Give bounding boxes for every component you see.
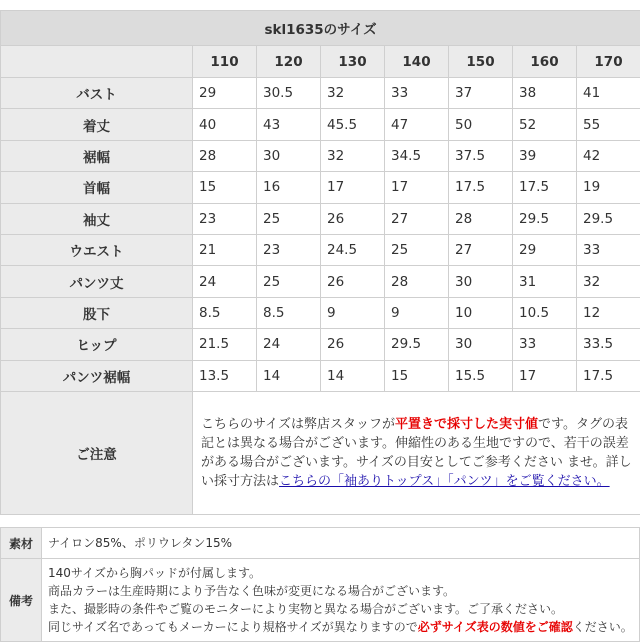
measurement-value: 10.5 bbox=[513, 297, 577, 328]
measurement-value: 37.5 bbox=[449, 140, 513, 171]
measurement-label: 袖丈 bbox=[1, 203, 193, 234]
measurement-value: 28 bbox=[385, 266, 449, 297]
measurement-value: 15 bbox=[385, 360, 449, 391]
size-col-header: 160 bbox=[513, 46, 577, 78]
remarks-text bbox=[42, 559, 640, 642]
measurement-value: 25 bbox=[257, 203, 321, 234]
measurement-value: 17 bbox=[321, 172, 385, 203]
size-row bbox=[1, 266, 640, 297]
measurement-value: 19 bbox=[577, 172, 640, 203]
size-row bbox=[1, 172, 640, 203]
measurement-value: 29 bbox=[193, 78, 257, 109]
size-header-row bbox=[1, 46, 640, 78]
notice-text bbox=[193, 391, 640, 514]
measurement-value: 30 bbox=[257, 140, 321, 171]
measurement-value: 9 bbox=[385, 297, 449, 328]
size-col-header: 130 bbox=[321, 46, 385, 78]
measurement-value: 21.5 bbox=[193, 329, 257, 360]
remarks-line: 140サイズから胸パッドが付属します。 bbox=[48, 564, 633, 582]
material-label: 素材 bbox=[1, 528, 42, 559]
measurement-value: 17 bbox=[513, 360, 577, 391]
measurement-value: 33.5 bbox=[577, 329, 640, 360]
measurement-value: 17.5 bbox=[449, 172, 513, 203]
measurement-value: 10 bbox=[449, 297, 513, 328]
measurement-label: パンツ丈 bbox=[1, 266, 193, 297]
size-row bbox=[1, 329, 640, 360]
measurement-value: 25 bbox=[385, 234, 449, 265]
remarks-row bbox=[1, 559, 640, 642]
size-table-title: skl1635のサイズ bbox=[1, 11, 640, 46]
measurement-value: 32 bbox=[321, 78, 385, 109]
measurement-value: 13.5 bbox=[193, 360, 257, 391]
measurement-value: 26 bbox=[321, 266, 385, 297]
measurement-value: 25 bbox=[257, 266, 321, 297]
material-row bbox=[1, 528, 640, 559]
measurement-value: 17.5 bbox=[513, 172, 577, 203]
size-col-header: 150 bbox=[449, 46, 513, 78]
measurement-value: 28 bbox=[449, 203, 513, 234]
measurement-value: 26 bbox=[321, 329, 385, 360]
measurement-label: 股下 bbox=[1, 297, 193, 328]
measurement-value: 29.5 bbox=[513, 203, 577, 234]
notice-label: ご注意 bbox=[1, 391, 193, 514]
measurement-value: 50 bbox=[449, 109, 513, 140]
measurement-value: 15.5 bbox=[449, 360, 513, 391]
measurement-value: 24.5 bbox=[321, 234, 385, 265]
size-row bbox=[1, 297, 640, 328]
measurement-value: 23 bbox=[257, 234, 321, 265]
size-row bbox=[1, 234, 640, 265]
measurement-value: 30 bbox=[449, 329, 513, 360]
size-col-header: 110 bbox=[193, 46, 257, 78]
size-row bbox=[1, 360, 640, 391]
size-row bbox=[1, 109, 640, 140]
measurement-value: 34.5 bbox=[385, 140, 449, 171]
measurement-value: 41 bbox=[577, 78, 640, 109]
notice-emphasis: 平置きで採寸した実寸値 bbox=[395, 417, 538, 432]
measurement-value: 32 bbox=[577, 266, 640, 297]
measurement-label: 裾幅 bbox=[1, 140, 193, 171]
remarks-line: 商品カラーは生産時期により予告なく色味が変更になる場合がございます。 bbox=[48, 582, 633, 600]
measurement-value: 30.5 bbox=[257, 78, 321, 109]
measurement-value: 38 bbox=[513, 78, 577, 109]
measurement-value: 8.5 bbox=[193, 297, 257, 328]
measurement-value: 39 bbox=[513, 140, 577, 171]
measurement-value: 17 bbox=[385, 172, 449, 203]
measurement-value: 15 bbox=[193, 172, 257, 203]
measurement-value: 28 bbox=[193, 140, 257, 171]
measurement-label: ウエスト bbox=[1, 234, 193, 265]
measurement-value: 52 bbox=[513, 109, 577, 140]
remarks-label: 備考 bbox=[1, 559, 42, 642]
remarks-line-part: ください。 bbox=[573, 620, 633, 634]
measurement-value: 33 bbox=[577, 234, 640, 265]
measurement-value: 14 bbox=[257, 360, 321, 391]
measurement-value: 32 bbox=[321, 140, 385, 171]
size-col-header: 140 bbox=[385, 46, 449, 78]
remarks-line: また、撮影時の条件やご覧のモニターにより実物と異なる場合がございます。ご了承ください。 bbox=[48, 600, 633, 618]
measurement-value: 26 bbox=[321, 203, 385, 234]
measurement-value: 9 bbox=[321, 297, 385, 328]
material-text: ナイロン85%、ポリウレタン15% bbox=[42, 528, 640, 559]
measurement-value: 14 bbox=[321, 360, 385, 391]
remarks-line bbox=[48, 618, 633, 636]
measurement-value: 24 bbox=[193, 266, 257, 297]
measurement-value: 29 bbox=[513, 234, 577, 265]
measurement-value: 31 bbox=[513, 266, 577, 297]
measurement-value: 29.5 bbox=[385, 329, 449, 360]
measurement-value: 55 bbox=[577, 109, 640, 140]
measurement-label: 首幅 bbox=[1, 172, 193, 203]
measurement-label: ヒップ bbox=[1, 329, 193, 360]
size-col-header: 120 bbox=[257, 46, 321, 78]
measurement-value: 40 bbox=[193, 109, 257, 140]
notice-row bbox=[1, 391, 640, 514]
remarks-emphasis: 必ずサイズ表の数値をご確認 bbox=[418, 620, 573, 634]
measurement-label: パンツ裾幅 bbox=[1, 360, 193, 391]
product-info-table bbox=[0, 527, 640, 642]
measurement-value: 21 bbox=[193, 234, 257, 265]
measurement-guide-link[interactable]: こちらの「袖ありトップス」「パンツ」をご覧ください。 bbox=[279, 474, 610, 489]
measurement-value: 47 bbox=[385, 109, 449, 140]
notice-text-part: です。タグの表記とは異なる場合がございます。伸縮性のある生地ですので、若干の誤差がある場合がございます。サイズの目安としてご参考ください ませ。詳しい採寸方法は bbox=[201, 417, 632, 489]
measurement-value: 37 bbox=[449, 78, 513, 109]
measurement-value: 27 bbox=[385, 203, 449, 234]
remarks-line-part: 同じサイズ名であってもメーカーにより規格サイズが異なりますので bbox=[48, 620, 418, 634]
measurement-value: 45.5 bbox=[321, 109, 385, 140]
measurement-value: 12 bbox=[577, 297, 640, 328]
measurement-label: 着丈 bbox=[1, 109, 193, 140]
measurement-value: 17.5 bbox=[577, 360, 640, 391]
measurement-value: 24 bbox=[257, 329, 321, 360]
size-col-header: 170 bbox=[577, 46, 640, 78]
size-row bbox=[1, 203, 640, 234]
size-table bbox=[0, 10, 640, 515]
size-row bbox=[1, 78, 640, 109]
measurement-label: バスト bbox=[1, 78, 193, 109]
measurement-value: 42 bbox=[577, 140, 640, 171]
measurement-value: 23 bbox=[193, 203, 257, 234]
measurement-value: 8.5 bbox=[257, 297, 321, 328]
measurement-value: 30 bbox=[449, 266, 513, 297]
header-corner bbox=[1, 46, 193, 78]
measurement-value: 33 bbox=[385, 78, 449, 109]
notice-text-part: こちらのサイズは弊店スタッフが bbox=[201, 417, 395, 432]
measurement-value: 16 bbox=[257, 172, 321, 203]
measurement-value: 43 bbox=[257, 109, 321, 140]
measurement-value: 33 bbox=[513, 329, 577, 360]
measurement-value: 27 bbox=[449, 234, 513, 265]
size-row bbox=[1, 140, 640, 171]
measurement-value: 29.5 bbox=[577, 203, 640, 234]
